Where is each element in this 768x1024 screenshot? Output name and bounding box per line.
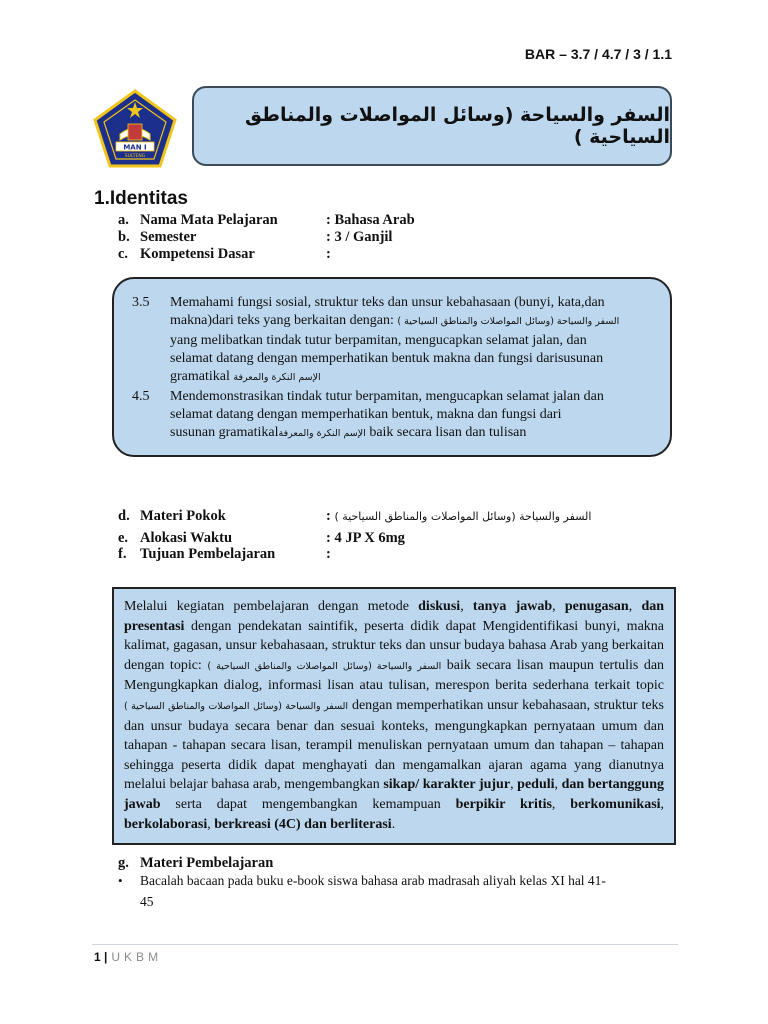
materi-item-line: 45 <box>140 894 154 909</box>
footer-separator: | <box>104 950 108 964</box>
tujuan-pembelajaran-box <box>112 587 676 845</box>
tujuan-text: , <box>207 816 211 832</box>
identity-value: : 3 / Ganjil <box>326 229 393 245</box>
tujuan-text: baik secara lisan maupun tertulis dan Mengungkapkan dialog, informasi lisan atau tulisan, merespon berita sederhana terkait topic <box>124 657 665 694</box>
identity-value: : <box>326 508 331 524</box>
page-number: 1 <box>94 950 101 964</box>
tujuan-text: . <box>391 816 396 832</box>
identity-value: : <box>326 246 331 262</box>
identity-arabic-value: السفر والسياحة (وسائل المواصلات والمناطق السياحية ) <box>334 510 592 523</box>
materi-letter: g. <box>118 855 129 871</box>
tujuan-text: , <box>551 796 556 812</box>
identity-label: Alokasi Waktu <box>140 530 233 546</box>
kd-text: susunan gramatikal <box>170 425 279 440</box>
tujuan-bold-text: dan presentasi <box>124 599 665 634</box>
kd-text-line <box>170 311 654 331</box>
identity-label: Materi Pokok <box>140 508 226 524</box>
tujuan-bold-text: berkolaborasi <box>124 816 208 832</box>
tujuan-bold-text: peduli <box>517 777 555 793</box>
tujuan-text: , <box>552 599 556 614</box>
tujuan-text: dengan pendekatan saintifik, peserta didik dapat Mengidentifikasi bunyi, makna kalimat, gagasan, unsur kebahasaan, struktur teks dan unsur budaya bahasa Arab yang berkaitan dengan topic: <box>124 618 664 673</box>
tujuan-bold-text: penugasan <box>564 599 629 614</box>
footer-divider <box>92 944 678 945</box>
section-title: 1.Identitas <box>94 188 188 209</box>
kd-arabic-text: الإسم النكرة والمعرفة <box>278 428 366 439</box>
materi-label: Materi Pembelajaran <box>140 855 274 871</box>
kd-number: 4.5 <box>132 389 150 404</box>
identity-row-b <box>118 229 558 246</box>
identity-row-d <box>118 508 678 525</box>
kd-number: 3.5 <box>132 295 150 310</box>
document-code: BAR – 3.7 / 4.7 / 3 / 1.1 <box>524 46 672 62</box>
identity-row-f <box>118 546 558 563</box>
identity-letter: e. <box>118 530 129 546</box>
materi-item-line: Bacalah bacaan pada buku e-book siswa bahasa arab madrasah aliyah kelas XI hal 41- <box>140 873 606 888</box>
identity-row-c <box>118 246 558 263</box>
tujuan-bold-text: dan bertanggung jawab <box>124 777 665 812</box>
bullet-icon: • <box>118 873 123 888</box>
logo-text: MAN I <box>123 143 147 152</box>
tujuan-text: , <box>460 599 464 614</box>
identity-letter: b. <box>118 229 130 245</box>
identity-value: : Bahasa Arab <box>326 212 415 228</box>
identity-label: Nama Mata Pelajaran <box>140 212 278 228</box>
tujuan-bold-text: berpikir kritis <box>455 796 552 812</box>
kd-text-line: Memahami fungsi sosial, struktur teks dan unsur kebahasaan (bunyi, kata,dan <box>170 295 605 310</box>
materi-heading <box>118 855 558 872</box>
tujuan-bold-text: berkreasi (4C) dan berliterasi <box>214 816 392 832</box>
kd-text-line <box>170 423 654 443</box>
tujuan-text: , <box>554 777 559 793</box>
identity-row-a <box>118 212 558 229</box>
identity-label: Semester <box>140 229 197 245</box>
tujuan-text: , <box>510 777 514 793</box>
title-banner <box>192 86 672 166</box>
kd-text-line <box>170 367 654 387</box>
identity-row-e <box>118 530 558 547</box>
tujuan-text: dengan memperhatikan unsur kebahasaan, struktur teks dan unsur budaya secara benar dan sesuai konteks, mengungkapkan pernyataan umum dan tahapan - tahapan secara lisan, terampil menuliskan pernyataan umum dan tahapan – tahapan sehingga peserta didik dapat menghayati dan mengamalkan ajaran agama yang dianutnya melalui belajar bahasa arab, mengembangkan <box>124 697 664 793</box>
kd-arabic-text: السفر والسياحة (وسائل المواصلات والمناطق السياحية ) <box>397 316 620 327</box>
identity-value: : <box>326 546 331 562</box>
identity-label: Kompetensi Dasar <box>140 246 255 262</box>
identity-letter: c. <box>118 246 129 262</box>
identity-value: : 4 JP X 6mg <box>326 530 405 546</box>
tujuan-bold-text: sikap/ karakter jujur <box>383 777 511 793</box>
kd-text: baik secara lisan dan tulisan <box>369 425 527 440</box>
identity-letter: f. <box>118 546 127 562</box>
logo-subtext: SULTENG <box>124 154 146 159</box>
footer-label: UKBM <box>111 950 163 964</box>
kd-text-line: selamat datang dengan memperhatikan bentuk makna dan fungsi darisusunan <box>170 351 604 366</box>
tujuan-arabic-text: السفر والسياحة (وسائل المواصلات والمناطق السياحية ) <box>124 700 349 712</box>
page-title: السفر والسياحة (وسائل المواصلات والمناطق السياحية ) <box>244 104 670 148</box>
identity-label: Tujuan Pembelajaran <box>140 546 276 562</box>
tujuan-bold-text: diskusi <box>418 599 461 614</box>
tujuan-text: Melalui kegiatan pembelajaran dengan metode <box>124 599 409 614</box>
kd-text-line: selamat datang dengan memperhatikan bentuk, makna dan fungsi dari <box>170 407 562 422</box>
tujuan-arabic-text: السفر والسياحة (وسائل المواصلات والمناطق السياحية ) <box>207 660 442 672</box>
footer <box>94 950 162 964</box>
school-logo-emblem <box>92 88 178 170</box>
school-logo <box>92 88 178 170</box>
tujuan-bold-text: berkomunikasi <box>570 796 661 812</box>
tujuan-text: serta dapat mengembangkan kemampuan <box>175 796 441 812</box>
kd-text-line: yang melibatkan tindak tutur berpamitan, mengucapkan selamat jalan, dan <box>170 333 587 348</box>
kd-text-line: Mendemonstrasikan tindak tutur berpamitan, mengucapkan selamat jalan dan <box>170 389 604 404</box>
kd-text: gramatikal <box>170 369 230 384</box>
kompetensi-dasar-box <box>112 277 672 457</box>
tujuan-bold-text: tanya jawab <box>472 599 553 614</box>
kd-text: makna)dari teks yang berkaitan dengan: <box>170 313 394 328</box>
identity-letter: d. <box>118 508 130 524</box>
tujuan-text: , <box>660 796 665 812</box>
kd-arabic-text: الإسم النكرة والمعرفة <box>233 372 321 383</box>
tujuan-text: , <box>628 599 633 614</box>
identity-letter: a. <box>118 212 129 228</box>
